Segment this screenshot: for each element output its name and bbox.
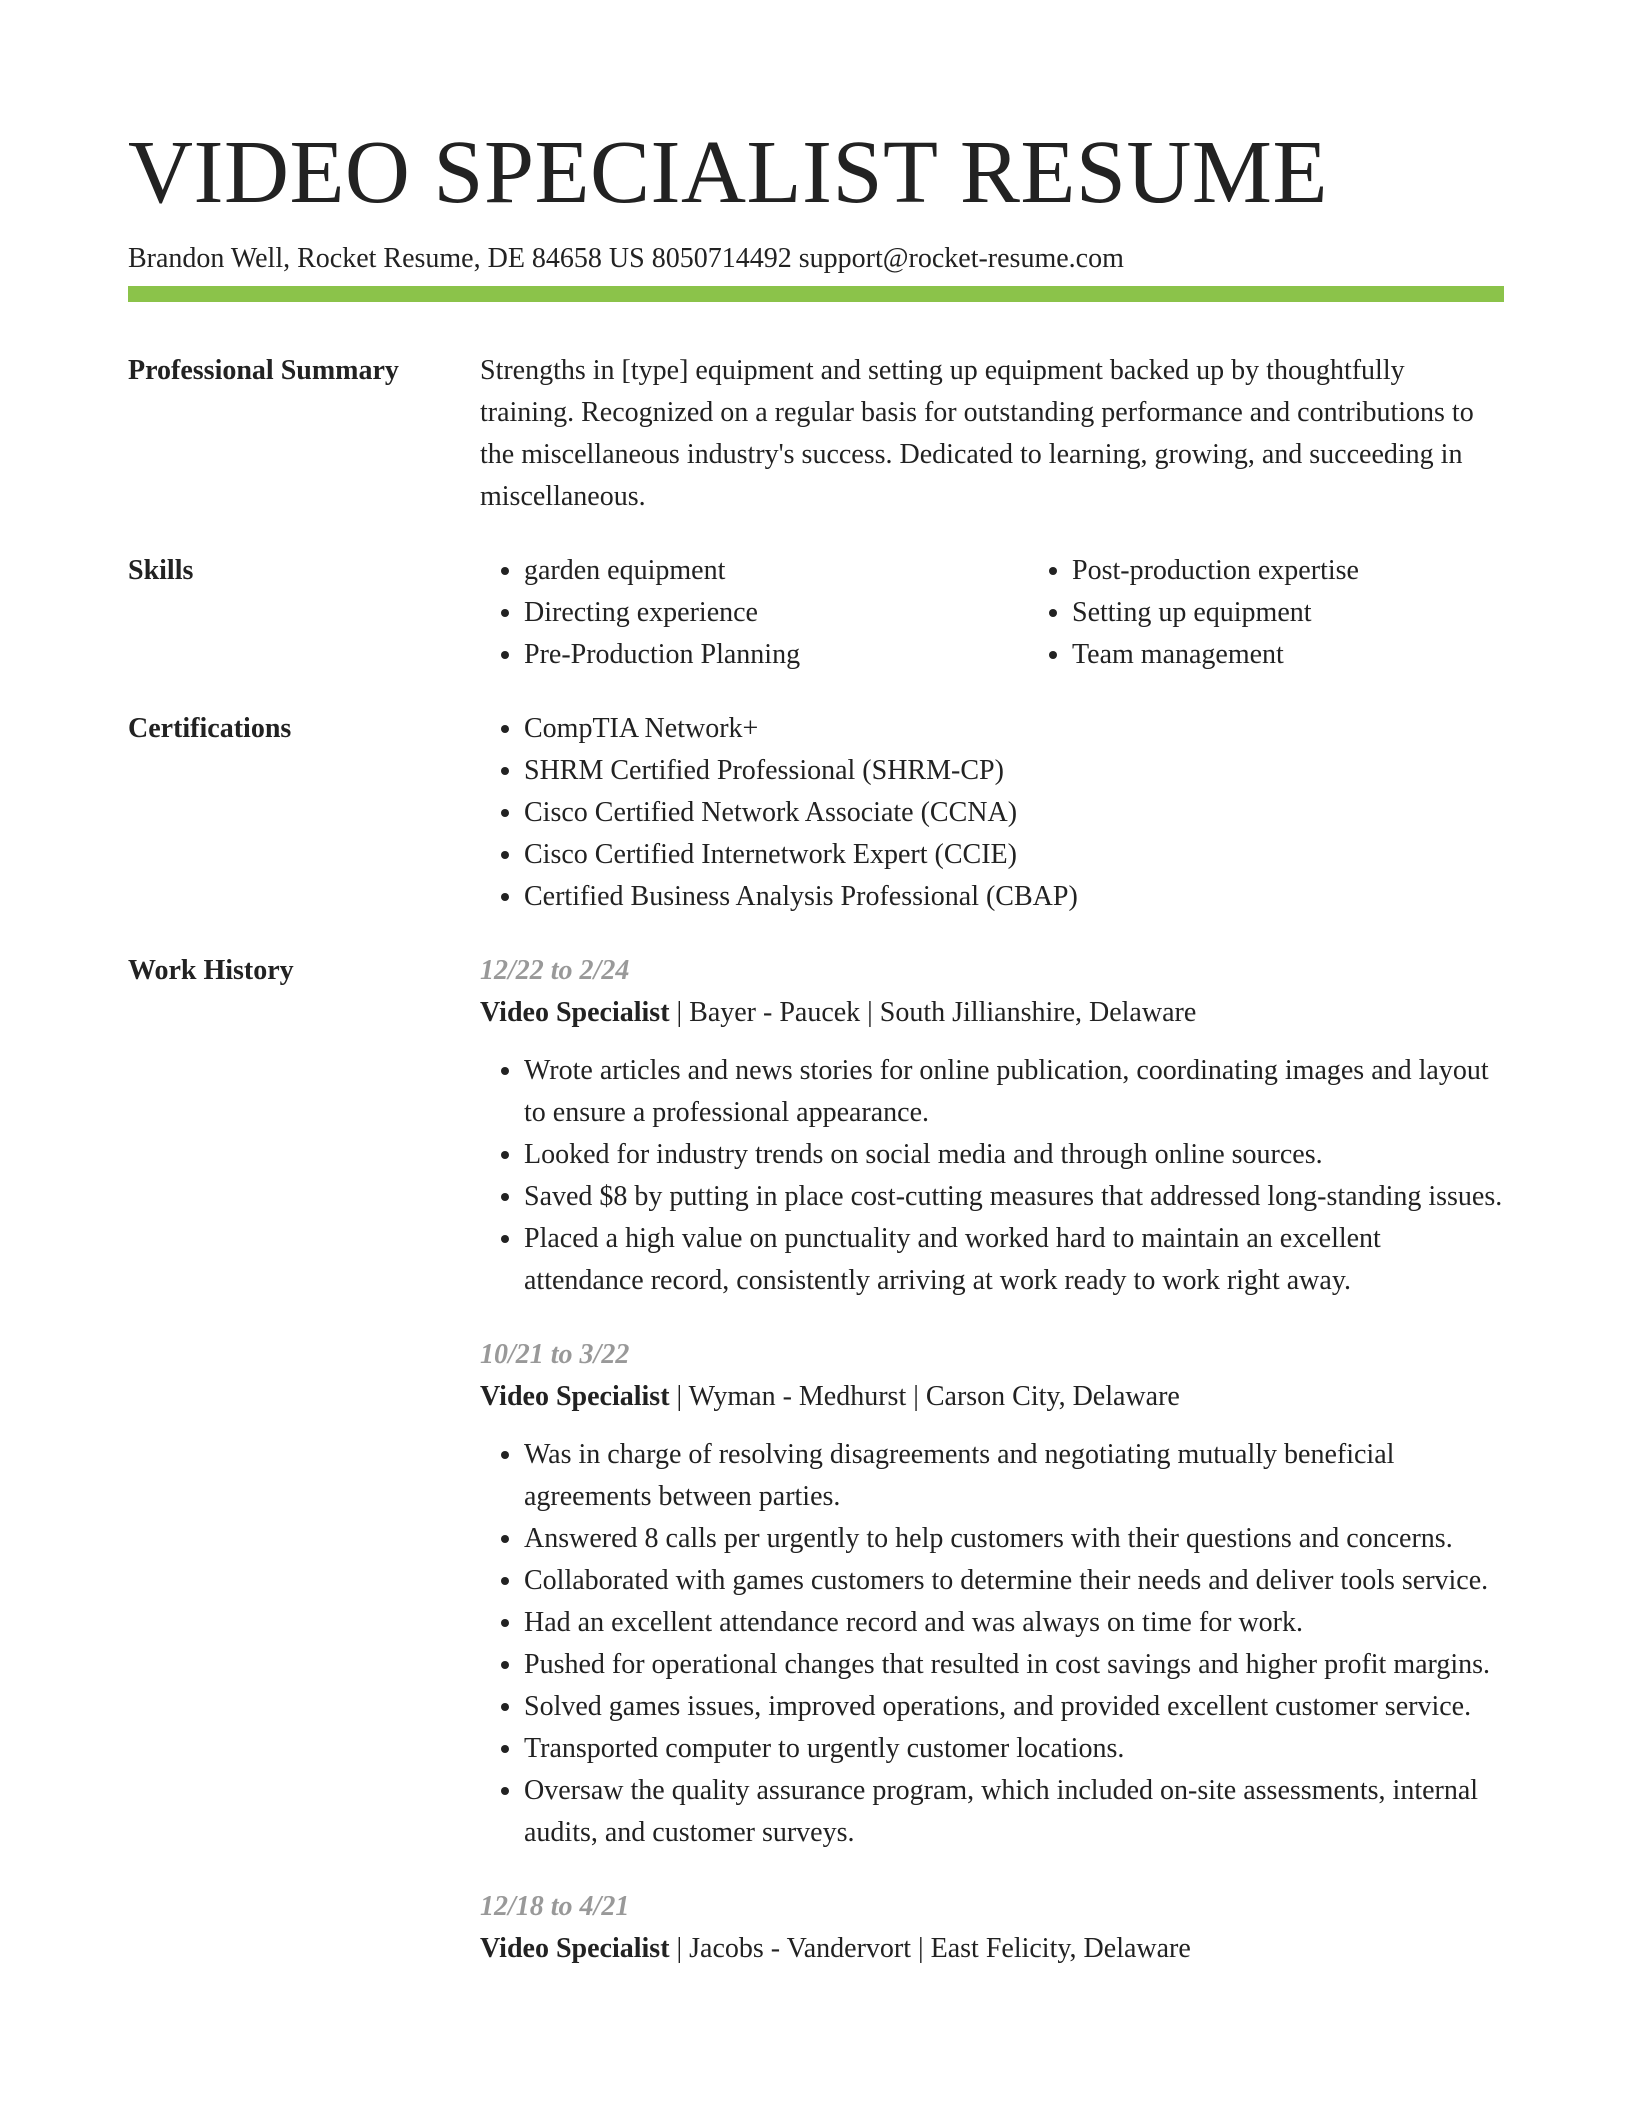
job-line (480, 1928, 1504, 1970)
job-bullet: • Was in charge of resolving disagreements and negotiating mutually beneficial agreements between parties. (524, 1434, 1504, 1518)
accent-divider (128, 286, 1504, 302)
certification-item: • SHRM Certified Professional (SHRM-CP) (524, 750, 1504, 792)
job-title: Video Specialist (480, 997, 670, 1028)
certification-item: • CompTIA Network+ (524, 708, 1504, 750)
contact-info: Brandon Well, Rocket Resume, DE 84658 US 8050714492 support@rocket-resume.com (128, 243, 1124, 274)
section-professional-summary (128, 350, 1504, 518)
job-line (480, 992, 1504, 1034)
certification-item: • Cisco Certified Internetwork Expert (CCIE) (524, 834, 1504, 876)
job-title: Video Specialist (480, 1381, 670, 1412)
section-skills (128, 550, 1504, 676)
job-bullet: • Wrote articles and news stories for online publication, coordinating images and layout to ensure a professional appearance. (524, 1050, 1504, 1134)
section-certifications (128, 708, 1504, 918)
section-label: Certifications (128, 713, 292, 744)
job-bullet: • Answered 8 calls per urgently to help customers with their questions and concerns. (524, 1518, 1504, 1560)
job-bullet: • Pushed for operational changes that resulted in cost savings and higher profit margins. (524, 1644, 1504, 1686)
job-details: | Jacobs - Vandervort | East Felicity, Delaware (669, 1933, 1191, 1964)
resume-title: VIDEO SPECIALIST RESUME (128, 123, 1328, 222)
certification-item: • Certified Business Analysis Professional (CBAP) (524, 876, 1504, 918)
job-dates: 12/22 to 2/24 (480, 955, 630, 986)
section-body (480, 950, 1504, 2002)
job-line (480, 1376, 1504, 1418)
job-bullet: • Saved $8 by putting in place cost-cutting measures that addressed long-standing issues. (524, 1176, 1504, 1218)
job-entry (480, 1886, 1504, 1970)
skill-item: • Post-production expertise (1072, 550, 1576, 592)
job-entry (480, 1334, 1504, 1854)
job-bullet: • Oversaw the quality assurance program, which included on-site assessments, internal audits, and customer surveys. (524, 1770, 1504, 1854)
skill-item: • Team management (1072, 634, 1576, 676)
job-bullet: • Solved games issues, improved operations, and provided excellent customer service. (524, 1686, 1504, 1728)
summary-text: Strengths in [type] equipment and setting up equipment backed up by thoughtfully training. Recognized on a regular basis for outstanding performance and contributions to the miscellaneous industry's success. Dedicated to learning, growing, and succeeding in miscellaneous. (480, 355, 1474, 512)
skill-item: • Pre-Production Planning (524, 634, 1028, 676)
job-dates: 10/21 to 3/22 (480, 1339, 630, 1370)
certification-list (480, 708, 1504, 918)
job-bullet: • Transported computer to urgently customer locations. (524, 1728, 1504, 1770)
job-bullets (480, 1050, 1504, 1302)
resume-content (128, 350, 1504, 2034)
resume-header (128, 118, 1504, 276)
section-label: Professional Summary (128, 355, 399, 386)
skills-column-1 (480, 550, 1028, 676)
skills-columns (480, 550, 1576, 676)
job-title: Video Specialist (480, 1933, 670, 1964)
section-body (480, 350, 1504, 518)
job-entry (480, 950, 1504, 1302)
certification-item: • Cisco Certified Network Associate (CCNA) (524, 792, 1504, 834)
section-work-history (128, 950, 1504, 2002)
job-bullet: • Looked for industry trends on social media and through online sources. (524, 1134, 1504, 1176)
job-bullet: • Placed a high value on punctuality and worked hard to maintain an excellent attendance record, consistently arriving at work ready to work right away. (524, 1218, 1504, 1302)
job-details: | Wyman - Medhurst | Carson City, Delaware (669, 1381, 1180, 1412)
skill-item: • Setting up equipment (1072, 592, 1576, 634)
skill-item: • Directing experience (524, 592, 1028, 634)
job-bullets (480, 1434, 1504, 1854)
job-details: | Bayer - Paucek | South Jillianshire, Delaware (669, 997, 1197, 1028)
section-label: Work History (128, 955, 294, 986)
skills-column-2 (1028, 550, 1576, 676)
section-label: Skills (128, 555, 194, 586)
job-bullet: • Had an excellent attendance record and was always on time for work. (524, 1602, 1504, 1644)
job-dates: 12/18 to 4/21 (480, 1891, 630, 1922)
skill-item: • garden equipment (524, 550, 1028, 592)
job-bullet: • Collaborated with games customers to determine their needs and deliver tools service. (524, 1560, 1504, 1602)
section-body (480, 708, 1504, 918)
